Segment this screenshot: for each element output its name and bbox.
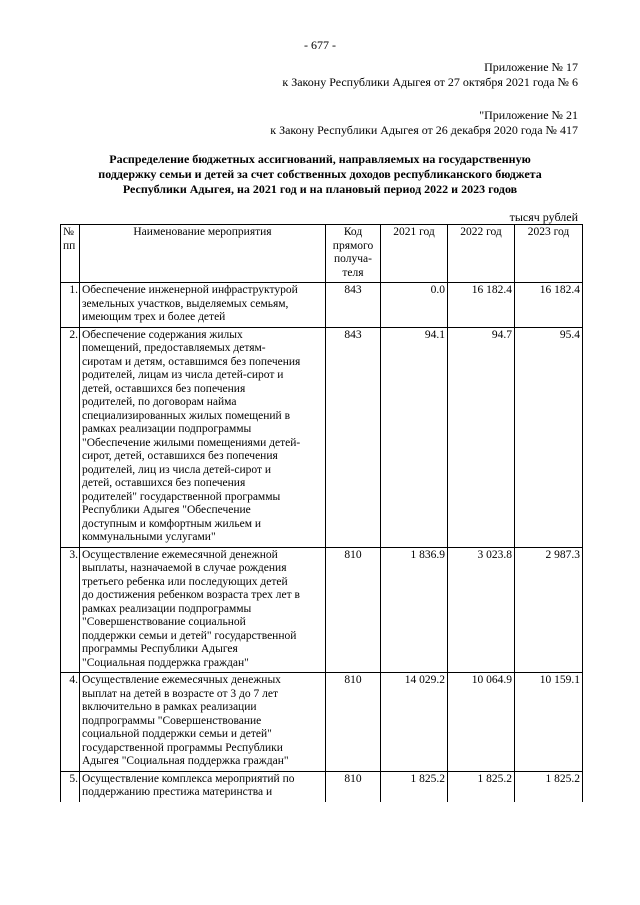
row-description (80, 327, 326, 547)
document-title (62, 152, 578, 197)
description-line: сирот, детей, оставшихся без попечения (82, 450, 278, 462)
description-line: "Социальная поддержка граждан" (82, 656, 249, 669)
description-line: рамках реализации подпрограммы (82, 602, 252, 615)
table-header-row (61, 225, 583, 283)
row-number: 3. (61, 547, 80, 673)
row-amount-2021: 14 029.2 (381, 673, 448, 772)
row-description (80, 771, 326, 802)
table-row (61, 673, 583, 772)
row-amount-2022: 1 825.2 (448, 771, 515, 802)
units-label: тысяч рублей (509, 210, 578, 224)
row-description (80, 283, 326, 328)
description-line: Обеспечение содержания жилых (82, 328, 243, 341)
title-line1: Распределение бюджетных ассигнований, направляемых на государственную (109, 152, 531, 166)
row-amount-2023: 2 987.3 (515, 547, 583, 673)
row-description (80, 673, 326, 772)
description-line: включительно в рамках реализации (82, 701, 257, 713)
row-amount-2023: 1 825.2 (515, 771, 583, 802)
row-amount-2022: 16 182.4 (448, 283, 515, 328)
row-number: 1. (61, 283, 80, 328)
header-code-l3: получа- (334, 253, 372, 265)
header-index-l2: пп (63, 239, 76, 252)
header-code-l2: прямого (332, 239, 374, 252)
description-line: сиротам и детям, оставшимся без попечения (82, 355, 301, 368)
appendix-21-line1: "Приложение № 21 (479, 108, 578, 122)
table-row (61, 283, 583, 328)
row-code: 810 (326, 547, 381, 673)
appendix-21-header (270, 108, 578, 138)
description-line: родителей, лиц из числа детей-сирот и (82, 463, 272, 476)
appendix-17-line1: Приложение № 17 (484, 60, 578, 74)
table-row (61, 771, 583, 802)
budget-table (60, 224, 583, 802)
header-2023: 2023 год (515, 225, 583, 283)
description-line: поддержанию престижа материнства и (82, 786, 273, 798)
title-line3: Республики Адыгея, на 2021 год и на плановый период 2022 и 2023 годов (122, 182, 518, 196)
description-line: рамках реализации подпрограммы (82, 423, 252, 435)
table-row (61, 327, 583, 547)
appendix-17-line2: к Закону Республики Адыгея от 27 октября 2021 года № 6 (282, 75, 578, 89)
description-line: родителей, лицам из числа детей-сирот и (82, 369, 284, 381)
description-line: доступным и комфортным жильем и (82, 517, 261, 530)
description-line: Республики Адыгея "Обеспечение (82, 504, 251, 516)
description-line: Обеспечение инженерной инфраструктурой (82, 284, 298, 296)
description-line: программы Республики Адыгея (82, 643, 238, 655)
description-line: выплат на детей в возрасте от 3 до 7 лет (82, 687, 279, 700)
row-amount-2022: 3 023.8 (448, 547, 515, 673)
description-line: подпрограммы "Совершенствование (82, 714, 262, 727)
description-line: поддержки семьи и детей" государственной (82, 629, 297, 642)
description-line: родителей, по договорам найма (82, 396, 237, 408)
description-line: выплаты, назначаемой в случае рождения (82, 562, 287, 574)
description-line: коммунальными услугами" (82, 531, 216, 543)
description-line: Осуществление комплекса мероприятий по (82, 772, 295, 785)
row-amount-2023: 10 159.1 (515, 673, 583, 772)
page-number: - 677 - (304, 38, 336, 52)
header-code (326, 225, 381, 283)
row-number: 4. (61, 673, 80, 772)
row-description (80, 547, 326, 673)
header-index (61, 225, 80, 283)
row-code: 810 (326, 673, 381, 772)
description-line: Осуществление ежемесячных денежных (82, 674, 281, 686)
description-line: Осуществление ежемесячной денежной (82, 548, 278, 561)
row-number: 2. (61, 327, 80, 547)
header-index-l1: № (63, 226, 74, 238)
description-line: родителей" государственной программы (82, 490, 281, 503)
description-line: "Совершенствование социальной (82, 616, 246, 628)
header-code-l4: теля (342, 266, 364, 279)
row-code: 810 (326, 771, 381, 802)
description-line: социальной поддержки семьи и детей" (82, 728, 272, 740)
table-row (61, 547, 583, 673)
description-line: государственной программы Республики (82, 741, 283, 754)
description-line: третьего ребенка или последующих детей (82, 575, 288, 588)
row-amount-2021: 94.1 (381, 327, 448, 547)
title-line2: поддержку семьи и детей за счет собственных доходов республиканского бюджета (98, 167, 542, 181)
row-amount-2021: 0.0 (381, 283, 448, 328)
description-line: специализированных жилых помещений в (82, 409, 290, 422)
description-line: до достижения ребенком возраста трех лет в (82, 589, 300, 601)
description-line: "Обеспечение жилыми помещениями детей- (82, 436, 301, 449)
header-2021: 2021 год (381, 225, 448, 283)
row-amount-2021: 1 825.2 (381, 771, 448, 802)
description-line: земельных участков, выделяемых семьям, (82, 297, 289, 310)
header-code-l1: Код (343, 226, 363, 238)
row-amount-2021: 1 836.9 (381, 547, 448, 673)
description-line: Адыгея "Социальная поддержка граждан" (82, 755, 289, 767)
description-line: детей, оставшихся без попечения (82, 382, 246, 395)
row-amount-2022: 10 064.9 (448, 673, 515, 772)
description-line: детей, оставшихся без попечения (82, 477, 246, 489)
appendix-21-line2: к Закону Республики Адыгея от 26 декабря 2020 года № 417 (270, 123, 578, 137)
description-line: имеющим трех и более детей (82, 311, 226, 323)
description-line: помещений, предоставляемых детям- (82, 342, 266, 354)
row-amount-2022: 94.7 (448, 327, 515, 547)
appendix-17-header (282, 60, 578, 90)
header-2022: 2022 год (448, 225, 515, 283)
row-amount-2023: 16 182.4 (515, 283, 583, 328)
row-code: 843 (326, 283, 381, 328)
row-number: 5. (61, 771, 80, 802)
header-name: Наименование мероприятия (80, 225, 326, 283)
row-amount-2023: 95.4 (515, 327, 583, 547)
row-code: 843 (326, 327, 381, 547)
